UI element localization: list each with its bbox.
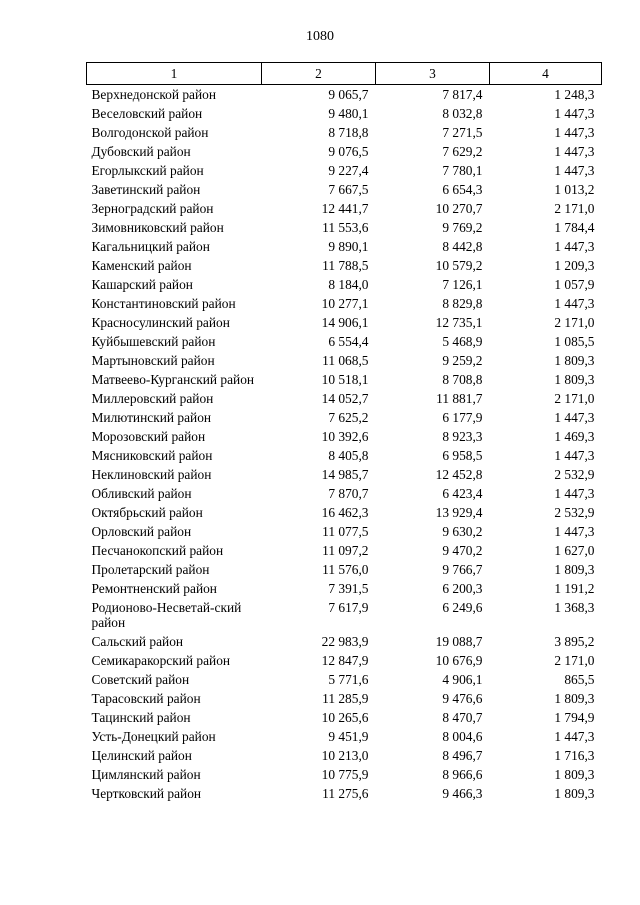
value-cell-col-2: 8 718,8 [328, 125, 369, 140]
table-row [87, 332, 602, 351]
district-name-cell: Родионово-Несветай-ский район [91, 600, 242, 630]
table-row [87, 85, 602, 105]
table-row [87, 765, 602, 784]
district-name-cell: Зимовниковский район [91, 220, 224, 235]
district-name-cell: Красносулинский район [91, 315, 230, 330]
value-cell-col-4: 1 469,3 [554, 429, 595, 444]
district-name-cell: Неклиновский район [91, 467, 212, 482]
value-cell-col-4: 1 809,3 [554, 372, 595, 387]
table-row [87, 727, 602, 746]
value-cell-col-3: 9 466,3 [442, 786, 483, 801]
table-row [87, 180, 602, 199]
value-cell-col-2: 8 184,0 [328, 277, 369, 292]
value-cell-col-2: 11 275,6 [322, 786, 369, 801]
value-cell-col-3: 11 881,7 [436, 391, 483, 406]
table-row [87, 746, 602, 765]
district-name-cell: Морозовский район [91, 429, 206, 444]
district-name-cell: Дубовский район [91, 144, 191, 159]
value-cell-col-3: 4 906,1 [442, 672, 483, 687]
value-cell-col-3: 8 829,8 [442, 296, 483, 311]
value-cell-col-2: 14 906,1 [321, 315, 369, 330]
table-row [87, 708, 602, 727]
value-cell-col-2: 22 983,9 [321, 634, 369, 649]
value-cell-col-2: 11 576,0 [322, 562, 369, 577]
value-cell-col-2: 5 771,6 [328, 672, 369, 687]
value-cell-col-3: 9 470,2 [442, 543, 483, 558]
value-cell-col-4: 2 171,0 [554, 653, 595, 668]
district-name-cell: Орловский район [91, 524, 192, 539]
value-cell-col-3: 8 442,8 [442, 239, 483, 254]
value-cell-col-3: 9 259,2 [442, 353, 483, 368]
value-cell-col-4: 1 013,2 [554, 182, 595, 197]
district-name-cell: Усть-Донецкий район [91, 729, 216, 744]
value-cell-col-2: 10 775,9 [321, 767, 369, 782]
value-cell-col-4: 2 171,0 [554, 391, 595, 406]
district-name-cell: Кагальницкий район [91, 239, 210, 254]
value-cell-col-2: 7 870,7 [328, 486, 369, 501]
table-row [87, 294, 602, 313]
district-name-cell: Песчанокопский район [91, 543, 224, 558]
column-header-3: 3 [376, 63, 490, 85]
value-cell-col-2: 9 890,1 [328, 239, 369, 254]
value-cell-col-3: 8 923,3 [442, 429, 483, 444]
value-cell-col-2: 11 788,5 [322, 258, 369, 273]
value-cell-col-2: 11 077,5 [322, 524, 369, 539]
value-cell-col-2: 10 277,1 [321, 296, 369, 311]
table-body [87, 85, 602, 804]
table-row [87, 408, 602, 427]
value-cell-col-2: 16 462,3 [321, 505, 369, 520]
value-cell-col-4: 1 809,3 [554, 562, 595, 577]
value-cell-col-3: 10 270,7 [435, 201, 483, 216]
district-name-cell: Миллеровский район [91, 391, 214, 406]
value-cell-col-3: 12 735,1 [435, 315, 483, 330]
value-cell-col-4: 1 447,3 [554, 410, 595, 425]
district-name-cell: Цимлянский район [91, 767, 201, 782]
value-cell-col-4: 1 716,3 [554, 748, 595, 763]
value-cell-col-2: 9 065,7 [328, 87, 369, 102]
value-cell-col-4: 865,5 [564, 672, 595, 687]
district-name-cell: Зерноградский район [91, 201, 214, 216]
table-row [87, 689, 602, 708]
value-cell-col-3: 9 630,2 [442, 524, 483, 539]
value-cell-col-3: 10 579,2 [435, 258, 483, 273]
district-name-cell: Пролетарский район [91, 562, 210, 577]
value-cell-col-4: 1 447,3 [554, 163, 595, 178]
value-cell-col-3: 5 468,9 [442, 334, 483, 349]
district-name-cell: Советский район [91, 672, 190, 687]
value-cell-col-4: 1 784,4 [554, 220, 595, 235]
district-name-cell: Тарасовский район [91, 691, 201, 706]
value-cell-col-4: 1 085,5 [554, 334, 595, 349]
table-row [87, 218, 602, 237]
table-row [87, 560, 602, 579]
value-cell-col-4: 1 447,3 [554, 239, 595, 254]
table-row [87, 313, 602, 332]
value-cell-col-2: 10 392,6 [321, 429, 369, 444]
table-row [87, 670, 602, 689]
value-cell-col-4: 2 532,9 [554, 467, 595, 482]
value-cell-col-2: 7 391,5 [328, 581, 369, 596]
table-row [87, 275, 602, 294]
value-cell-col-3: 6 958,5 [442, 448, 483, 463]
value-cell-col-4: 1 809,3 [554, 353, 595, 368]
value-cell-col-2: 11 553,6 [322, 220, 369, 235]
value-cell-col-4: 2 532,9 [554, 505, 595, 520]
value-cell-col-3: 8 496,7 [442, 748, 483, 763]
column-header-4: 4 [490, 63, 602, 85]
value-cell-col-4: 3 895,2 [554, 634, 595, 649]
table-row [87, 484, 602, 503]
value-cell-col-3: 6 654,3 [442, 182, 483, 197]
value-cell-col-4: 1 627,0 [554, 543, 595, 558]
value-cell-col-4: 1 809,3 [554, 691, 595, 706]
value-cell-col-4: 1 248,3 [554, 87, 595, 102]
district-name-cell: Кашарский район [91, 277, 193, 292]
value-cell-col-2: 11 068,5 [322, 353, 369, 368]
table-row [87, 256, 602, 275]
district-name-cell: Верхнедонской район [91, 87, 217, 102]
district-name-cell: Куйбышевский район [91, 334, 216, 349]
district-name-cell: Октябрьский район [91, 505, 203, 520]
value-cell-col-2: 9 451,9 [328, 729, 369, 744]
district-name-cell: Обливский район [91, 486, 192, 501]
value-cell-col-2: 8 405,8 [328, 448, 369, 463]
table-row [87, 598, 602, 632]
value-cell-col-4: 1 447,3 [554, 125, 595, 140]
district-name-cell: Волгодонской район [91, 125, 209, 140]
district-name-cell: Чертковский район [91, 786, 202, 801]
value-cell-col-2: 11 097,2 [322, 543, 369, 558]
value-cell-col-3: 7 271,5 [442, 125, 483, 140]
value-cell-col-4: 1 447,3 [554, 729, 595, 744]
table-row [87, 161, 602, 180]
value-cell-col-2: 14 052,7 [321, 391, 369, 406]
table-row [87, 446, 602, 465]
table-row [87, 784, 602, 803]
table-row [87, 632, 602, 651]
header-row [87, 63, 602, 85]
table-row [87, 651, 602, 670]
value-cell-col-3: 6 249,6 [442, 600, 483, 615]
value-cell-col-3: 7 126,1 [442, 277, 483, 292]
value-cell-col-2: 10 265,6 [321, 710, 369, 725]
value-cell-col-3: 8 708,8 [442, 372, 483, 387]
district-name-cell: Егорлыкский район [91, 163, 204, 178]
table-row [87, 579, 602, 598]
value-cell-col-3: 7 817,4 [442, 87, 483, 102]
table-row [87, 237, 602, 256]
page-number: 1080 [306, 29, 334, 44]
value-cell-col-3: 9 769,2 [442, 220, 483, 235]
table-row [87, 351, 602, 370]
value-cell-col-3: 6 200,3 [442, 581, 483, 596]
table-row [87, 199, 602, 218]
table-row [87, 370, 602, 389]
table-row [87, 465, 602, 484]
value-cell-col-4: 1 368,3 [554, 600, 595, 615]
data-table [86, 62, 602, 803]
value-cell-col-2: 14 985,7 [321, 467, 369, 482]
value-cell-col-2: 11 285,9 [322, 691, 369, 706]
district-name-cell: Тацинский район [91, 710, 191, 725]
table-row [87, 427, 602, 446]
value-cell-col-4: 1 447,3 [554, 296, 595, 311]
value-cell-col-3: 8 966,6 [442, 767, 483, 782]
value-cell-col-2: 9 227,4 [328, 163, 369, 178]
value-cell-col-2: 6 554,4 [328, 334, 369, 349]
value-cell-col-4: 1 794,9 [554, 710, 595, 725]
value-cell-col-4: 1 447,3 [554, 448, 595, 463]
value-cell-col-4: 1 209,3 [554, 258, 595, 273]
value-cell-col-4: 1 191,2 [554, 581, 595, 596]
value-cell-col-3: 8 032,8 [442, 106, 483, 121]
value-cell-col-4: 1 809,3 [554, 767, 595, 782]
value-cell-col-4: 2 171,0 [554, 315, 595, 330]
value-cell-col-3: 13 929,4 [435, 505, 483, 520]
table-row [87, 142, 602, 161]
value-cell-col-4: 1 447,3 [554, 524, 595, 539]
table-row [87, 541, 602, 560]
value-cell-col-4: 1 447,3 [554, 144, 595, 159]
district-name-cell: Заветинский район [91, 182, 201, 197]
district-name-cell: Целинский район [91, 748, 192, 763]
value-cell-col-2: 12 441,7 [321, 201, 369, 216]
value-cell-col-4: 1 809,3 [554, 786, 595, 801]
district-name-cell: Мартыновский район [91, 353, 215, 368]
value-cell-col-2: 9 480,1 [328, 106, 369, 121]
value-cell-col-2: 7 667,5 [328, 182, 369, 197]
district-name-cell: Каменский район [91, 258, 192, 273]
value-cell-col-2: 7 625,2 [328, 410, 369, 425]
table-row [87, 123, 602, 142]
table-row [87, 522, 602, 541]
value-cell-col-2: 7 617,9 [328, 600, 369, 615]
district-name-cell: Милютинский район [91, 410, 212, 425]
value-cell-col-4: 1 447,3 [554, 486, 595, 501]
value-cell-col-3: 6 177,9 [442, 410, 483, 425]
column-header-1: 1 [87, 63, 262, 85]
value-cell-col-3: 12 452,8 [435, 467, 483, 482]
value-cell-col-2: 12 847,9 [321, 653, 369, 668]
value-cell-col-2: 10 518,1 [321, 372, 369, 387]
district-name-cell: Сальский район [91, 634, 184, 649]
value-cell-col-4: 1 057,9 [554, 277, 595, 292]
district-name-cell: Ремонтненский район [91, 581, 217, 596]
table-row [87, 104, 602, 123]
value-cell-col-3: 8 004,6 [442, 729, 483, 744]
district-name-cell: Веселовский район [91, 106, 203, 121]
value-cell-col-3: 6 423,4 [442, 486, 483, 501]
district-name-cell: Матвеево-Курганский район [91, 372, 255, 387]
value-cell-col-3: 7 780,1 [442, 163, 483, 178]
value-cell-col-2: 9 076,5 [328, 144, 369, 159]
district-name-cell: Константиновский район [91, 296, 236, 311]
district-name-cell: Семикаракорский район [91, 653, 231, 668]
value-cell-col-4: 1 447,3 [554, 106, 595, 121]
value-cell-col-2: 10 213,0 [321, 748, 369, 763]
value-cell-col-3: 9 766,7 [442, 562, 483, 577]
value-cell-col-4: 2 171,0 [554, 201, 595, 216]
table-row [87, 389, 602, 408]
value-cell-col-3: 19 088,7 [435, 634, 483, 649]
value-cell-col-3: 9 476,6 [442, 691, 483, 706]
value-cell-col-3: 10 676,9 [435, 653, 483, 668]
table-row [87, 503, 602, 522]
value-cell-col-3: 7 629,2 [442, 144, 483, 159]
column-header-2: 2 [262, 63, 376, 85]
value-cell-col-3: 8 470,7 [442, 710, 483, 725]
district-name-cell: Мясниковский район [91, 448, 213, 463]
